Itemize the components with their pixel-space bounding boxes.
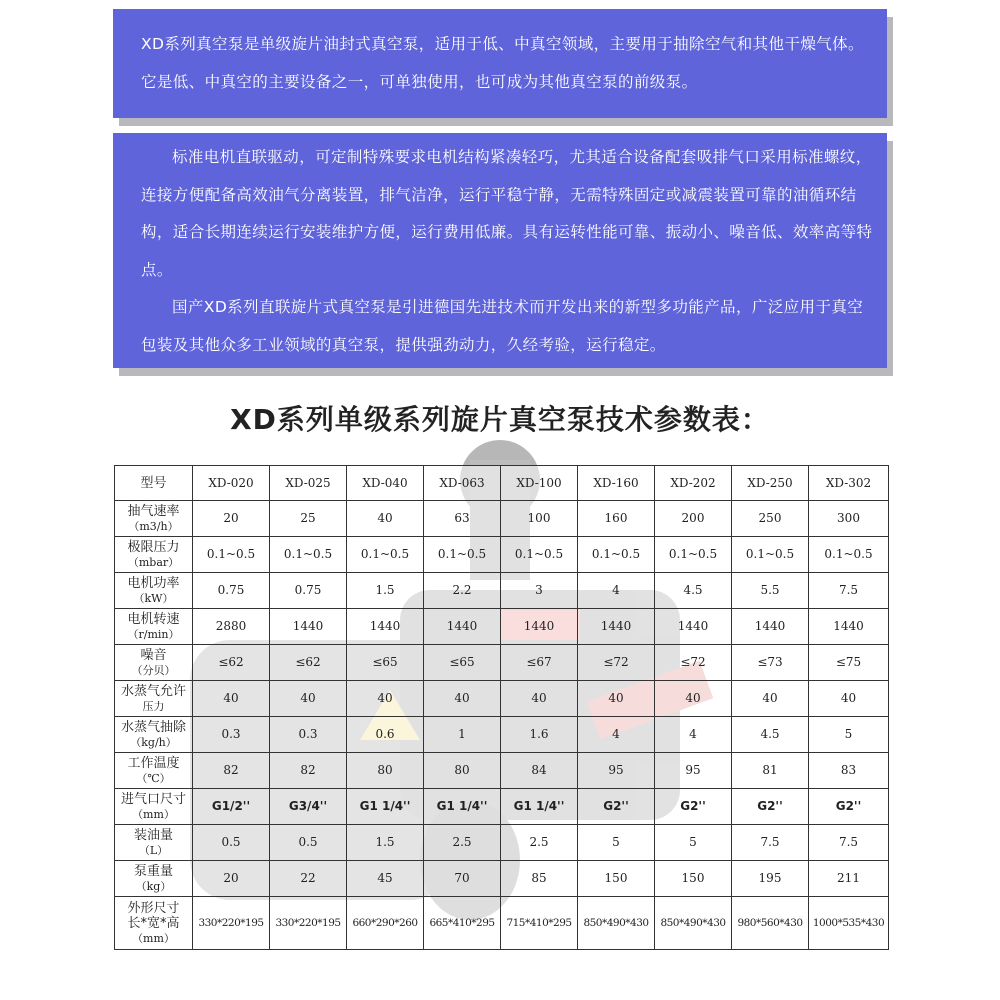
row-label-cell — [115, 753, 193, 789]
value-cell: 4 — [578, 717, 655, 753]
row-unit: （分贝） — [131, 663, 176, 677]
value-cell: 83 — [809, 753, 889, 789]
row-label-cell — [115, 897, 193, 950]
value-cell: 2.5 — [501, 825, 578, 861]
row-label-cell — [115, 789, 193, 825]
value-cell: G3/4'' — [270, 789, 347, 825]
value-cell: 300 — [809, 501, 889, 537]
value-cell: 150 — [578, 861, 655, 897]
row-label: 极限压力 — [127, 539, 180, 555]
value-cell: 0.1~0.5 — [347, 537, 424, 573]
value-cell: 1440 — [809, 609, 889, 645]
value-cell: 1440 — [347, 609, 424, 645]
table-row — [115, 861, 889, 897]
model-name-cell: XD-160 — [578, 466, 655, 501]
value-cell: 5 — [578, 825, 655, 861]
value-cell: 0.1~0.5 — [578, 537, 655, 573]
row-label: 进气口尺寸 — [120, 791, 186, 807]
table-row — [115, 789, 889, 825]
value-cell: 5 — [809, 717, 889, 753]
row-label-cell — [115, 717, 193, 753]
row-label: 装油量 — [133, 827, 173, 843]
row-unit: （mm） — [132, 931, 175, 945]
model-name-cell: XD-040 — [347, 466, 424, 501]
intro-paragraph-1: XD系列真空泵是单级旋片油封式真空泵，适用于低、中真空领域，主要用于抽除空气和其他干燥气体。它是低、中真空的主要设备之一，可单独使用，也可成为其他真空泵的前级泵。 — [141, 35, 864, 91]
table-row — [115, 573, 889, 609]
value-cell: 2880 — [193, 609, 270, 645]
row-label: 工作温度 — [127, 755, 180, 771]
value-cell: 1440 — [501, 609, 578, 645]
value-cell: 0.75 — [270, 573, 347, 609]
row-label-secondary: 长*宽*高 — [127, 915, 180, 931]
value-cell: 2.5 — [424, 825, 501, 861]
table-row — [115, 609, 889, 645]
value-cell: 0.3 — [270, 717, 347, 753]
value-cell: 1.6 — [501, 717, 578, 753]
model-name-cell: XD-302 — [809, 466, 889, 501]
value-cell: ≤72 — [578, 645, 655, 681]
row-label-cell — [115, 825, 193, 861]
value-cell: G1 1/4'' — [347, 789, 424, 825]
value-cell: 95 — [578, 753, 655, 789]
table-row — [115, 717, 889, 753]
value-cell: 850*490*430 — [655, 897, 732, 950]
value-cell: 0.1~0.5 — [809, 537, 889, 573]
value-cell: 0.3 — [193, 717, 270, 753]
row-label: 电机转速 — [127, 611, 180, 627]
table-header-row — [115, 466, 889, 501]
value-cell: 0.1~0.5 — [501, 537, 578, 573]
intro-box-2 — [113, 133, 887, 368]
value-cell: G1/2'' — [193, 789, 270, 825]
value-cell: ≤72 — [655, 645, 732, 681]
table-row — [115, 501, 889, 537]
row-label: 抽气速率 — [127, 503, 180, 519]
row-label-cell — [115, 537, 193, 573]
intro-paragraph-2: 标准电机直联驱动，可定制特殊要求电机结构紧凑轻巧，尤其适合设备配套吸排气口采用标准螺纹，连接方便配备高效油气分离装置，排气洁净，运行平稳宁静，无需特殊固定或减震装置可靠的油循环结构，适合长期连续运行安装维护方便，运行费用低廉。具有运转性能可靠、振动小、噪音低、效率高等特点。 — [141, 148, 873, 279]
table-row — [115, 645, 889, 681]
value-cell: ≤67 — [501, 645, 578, 681]
value-cell: 82 — [193, 753, 270, 789]
value-cell: 82 — [270, 753, 347, 789]
value-cell: 211 — [809, 861, 889, 897]
value-cell: 1440 — [578, 609, 655, 645]
value-cell: ≤65 — [424, 645, 501, 681]
model-name-cell: XD-063 — [424, 466, 501, 501]
value-cell: 150 — [655, 861, 732, 897]
row-label: 水蒸气抽除 — [120, 719, 186, 735]
model-name-cell: XD-025 — [270, 466, 347, 501]
row-unit: （L） — [138, 843, 169, 857]
value-cell: 40 — [424, 681, 501, 717]
intro-paragraph-3: 国产XD系列直联旋片式真空泵是引进德国先进技术而开发出来的新型多功能产品，广泛应用于真空包装及其他众多工业领域的真空泵，提供强劲动力，久经考验，运行稳定。 — [141, 298, 864, 354]
value-cell: 7.5 — [809, 825, 889, 861]
row-unit: （m3/h） — [128, 519, 179, 533]
value-cell: 81 — [732, 753, 809, 789]
value-cell: 85 — [501, 861, 578, 897]
row-unit: （kg） — [135, 879, 172, 893]
row-unit: 压力 — [142, 699, 165, 713]
value-cell: 3 — [501, 573, 578, 609]
value-cell: ≤73 — [732, 645, 809, 681]
value-cell: G2'' — [578, 789, 655, 825]
value-cell: 660*290*260 — [347, 897, 424, 950]
value-cell: 1.5 — [347, 573, 424, 609]
row-label: 电机功率 — [127, 575, 180, 591]
value-cell: 5 — [655, 825, 732, 861]
model-name-cell: XD-020 — [193, 466, 270, 501]
value-cell: 715*410*295 — [501, 897, 578, 950]
value-cell: 5.5 — [732, 573, 809, 609]
value-cell: 40 — [270, 681, 347, 717]
value-cell: 160 — [578, 501, 655, 537]
row-label-cell — [115, 681, 193, 717]
value-cell: 1.5 — [347, 825, 424, 861]
value-cell: 1440 — [424, 609, 501, 645]
model-name-cell: XD-250 — [732, 466, 809, 501]
value-cell: 0.1~0.5 — [732, 537, 809, 573]
value-cell: 1 — [424, 717, 501, 753]
value-cell: 980*560*430 — [732, 897, 809, 950]
value-cell: 40 — [655, 681, 732, 717]
value-cell: 0.1~0.5 — [424, 537, 501, 573]
value-cell: 330*220*195 — [193, 897, 270, 950]
value-cell: 4 — [655, 717, 732, 753]
value-cell: 40 — [732, 681, 809, 717]
row-label-cell — [115, 645, 193, 681]
value-cell: 63 — [424, 501, 501, 537]
value-cell: 40 — [578, 681, 655, 717]
value-cell: 80 — [424, 753, 501, 789]
row-unit: （kW） — [133, 591, 174, 605]
value-cell: 0.5 — [193, 825, 270, 861]
value-cell: 1000*535*430 — [809, 897, 889, 950]
value-cell: 84 — [501, 753, 578, 789]
value-cell: 195 — [732, 861, 809, 897]
value-cell: 7.5 — [809, 573, 889, 609]
value-cell: 850*490*430 — [578, 897, 655, 950]
value-cell: 40 — [809, 681, 889, 717]
value-cell: 7.5 — [732, 825, 809, 861]
row-unit: （℃） — [136, 771, 171, 785]
value-cell: 4.5 — [655, 573, 732, 609]
row-label: 外形尺寸 — [127, 900, 180, 916]
value-cell: 250 — [732, 501, 809, 537]
row-unit: （mm） — [132, 807, 175, 821]
value-cell: 45 — [347, 861, 424, 897]
value-cell: 20 — [193, 861, 270, 897]
row-label-cell — [115, 501, 193, 537]
value-cell: G2'' — [732, 789, 809, 825]
value-cell: ≤75 — [809, 645, 889, 681]
value-cell: 80 — [347, 753, 424, 789]
value-cell: 100 — [501, 501, 578, 537]
value-cell: G2'' — [655, 789, 732, 825]
value-cell: 40 — [347, 501, 424, 537]
value-cell: 70 — [424, 861, 501, 897]
value-cell: 665*410*295 — [424, 897, 501, 950]
table-row — [115, 753, 889, 789]
intro-box-1 — [113, 9, 887, 118]
value-cell: 1440 — [732, 609, 809, 645]
value-cell: 95 — [655, 753, 732, 789]
value-cell: 2.2 — [424, 573, 501, 609]
value-cell: 1440 — [655, 609, 732, 645]
model-header-cell: 型号 — [115, 466, 193, 501]
value-cell: G2'' — [809, 789, 889, 825]
row-label: 噪音 — [140, 647, 167, 663]
value-cell: 0.75 — [193, 573, 270, 609]
row-unit: （kg/h） — [130, 735, 177, 749]
value-cell: ≤65 — [347, 645, 424, 681]
row-unit: （mbar） — [127, 555, 180, 569]
value-cell: 0.1~0.5 — [270, 537, 347, 573]
value-cell: 330*220*195 — [270, 897, 347, 950]
row-label: 泵重量 — [133, 863, 173, 879]
value-cell: 4 — [578, 573, 655, 609]
value-cell: 22 — [270, 861, 347, 897]
value-cell: G1 1/4'' — [424, 789, 501, 825]
row-label-cell — [115, 861, 193, 897]
value-cell: 200 — [655, 501, 732, 537]
value-cell: ≤62 — [270, 645, 347, 681]
row-label: 水蒸气允许 — [120, 683, 186, 699]
value-cell: 1440 — [270, 609, 347, 645]
value-cell: 0.5 — [270, 825, 347, 861]
value-cell: G1 1/4'' — [501, 789, 578, 825]
value-cell: 25 — [270, 501, 347, 537]
spec-table — [114, 465, 889, 950]
value-cell: 0.1~0.5 — [655, 537, 732, 573]
value-cell: 0.6 — [347, 717, 424, 753]
row-label-cell — [115, 609, 193, 645]
value-cell: 20 — [193, 501, 270, 537]
row-label-cell — [115, 573, 193, 609]
table-row — [115, 537, 889, 573]
value-cell: 4.5 — [732, 717, 809, 753]
row-unit: （r/min） — [127, 627, 180, 641]
value-cell: 40 — [347, 681, 424, 717]
table-title: XD系列单级系列旋片真空泵技术参数表： — [230, 403, 770, 436]
value-cell: 40 — [193, 681, 270, 717]
model-name-cell: XD-100 — [501, 466, 578, 501]
value-cell: 0.1~0.5 — [193, 537, 270, 573]
table-row — [115, 681, 889, 717]
table-row — [115, 897, 889, 950]
value-cell: ≤62 — [193, 645, 270, 681]
model-name-cell: XD-202 — [655, 466, 732, 501]
value-cell: 40 — [501, 681, 578, 717]
table-row — [115, 825, 889, 861]
